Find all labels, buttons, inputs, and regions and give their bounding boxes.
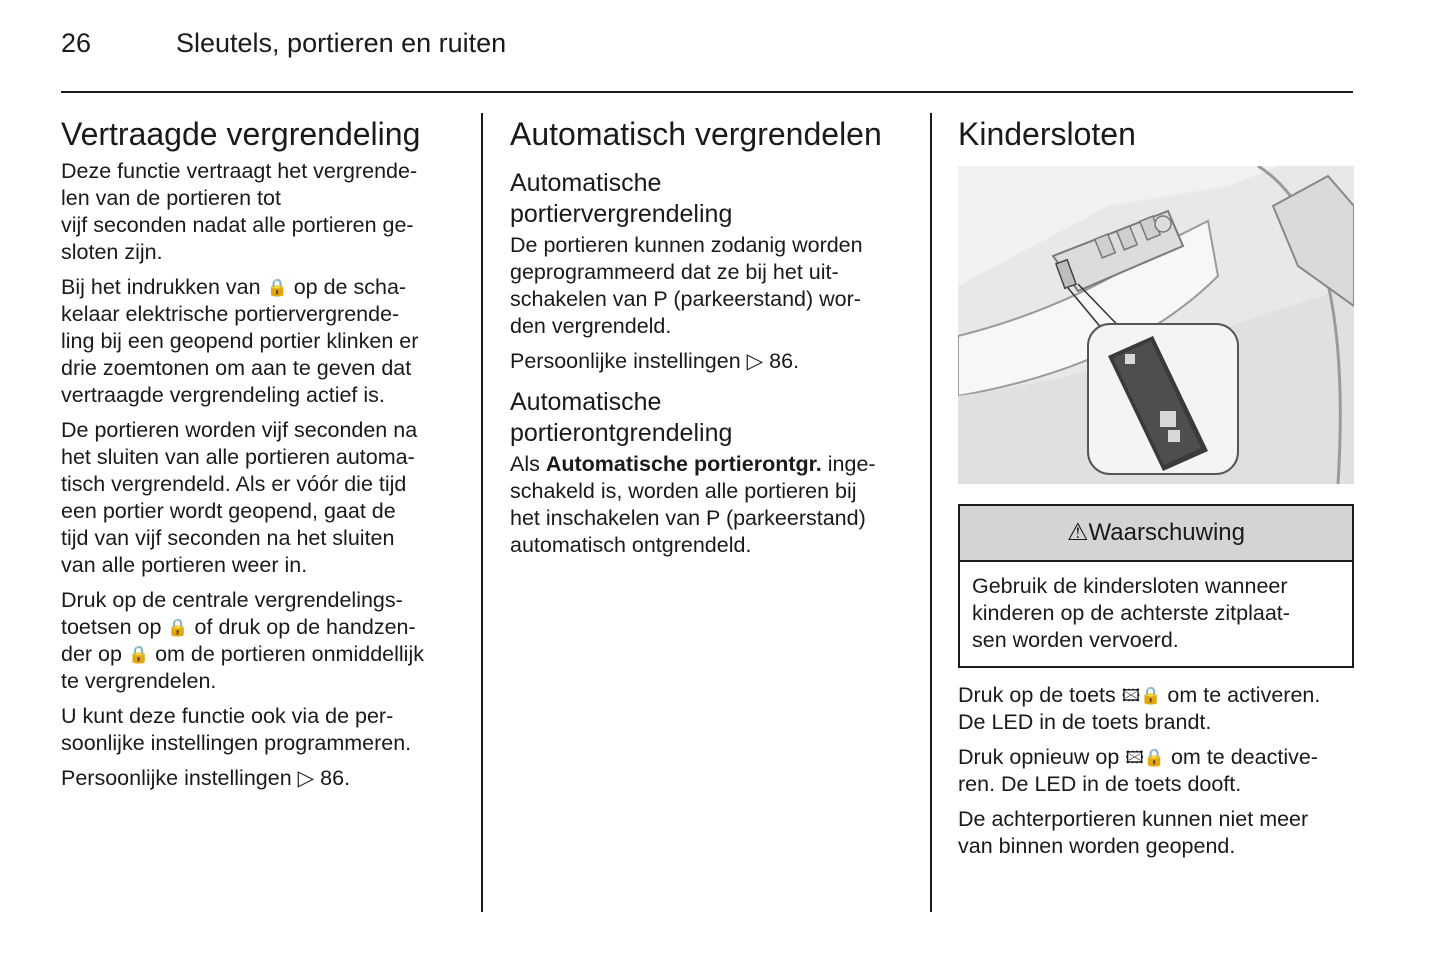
column-child-locks bbox=[958, 112, 1358, 868]
child-lock-icon: 🖾🔒 bbox=[1121, 686, 1162, 705]
paragraph: Bij het indrukken van 🔒 op de scha- kelaar elektrische portiervergrende- ling bij een geopend portier klinken er drie zoemtonen om aan te geven dat vertraagde vergrendeling actief is. bbox=[61, 275, 419, 407]
subsection-title: Automatische portiervergrendeling bbox=[510, 169, 733, 228]
page-header bbox=[61, 28, 1353, 68]
door-switch-illustration bbox=[958, 166, 1354, 484]
subsection-title: Automatische portierontgrendeling bbox=[510, 388, 733, 447]
page-number: 26 bbox=[61, 28, 92, 58]
column-divider-2 bbox=[930, 113, 932, 912]
reference-arrow-icon: ▷ bbox=[746, 349, 764, 373]
lock-icon: 🔒 bbox=[266, 278, 288, 297]
warning-text: Gebruik de kindersloten wanneer kinderen op de achterste zitplaat- sen worden vervoerd. bbox=[972, 574, 1290, 652]
reference-arrow-icon: ▷ bbox=[297, 766, 315, 790]
paragraph: De portieren kunnen zodanig worden geprogrammeerd dat ze bij het uit- schakelen van P (parkeerstand) wor- den vergrendeld. bbox=[510, 233, 863, 338]
header-rule bbox=[61, 91, 1353, 93]
warning-header bbox=[960, 506, 1352, 562]
lock-icon: 🔒 bbox=[167, 618, 189, 637]
paragraph: U kunt deze functie ook via de per- soonlijke instellingen programmeren. bbox=[61, 704, 412, 755]
warning-box bbox=[958, 504, 1354, 668]
paragraph: Druk op de toets 🖾🔒 om te activeren. De LED in de toets brandt. bbox=[958, 683, 1321, 734]
door-panel-drawing bbox=[958, 166, 1354, 484]
page-reference-link[interactable]: 86. bbox=[769, 349, 800, 373]
paragraph: Deze functie vertraagt het vergrende- len van de portieren tot vijf seconden nadat alle portieren ge- sloten zijn. bbox=[61, 159, 418, 264]
warning-title: Waarschuwing bbox=[1088, 519, 1246, 546]
column-divider-1 bbox=[481, 113, 483, 912]
paragraph: De portieren worden vijf seconden na het sluiten van alle portieren automa- tisch vergrendeld. Als er vóór die tijd een portier wordt geopend, gaat de tijd van vijf seconden na het sluiten van alle portieren weer in. bbox=[61, 418, 418, 577]
paragraph: De achterportieren kunnen niet meer van binnen worden geopend. bbox=[958, 807, 1309, 858]
paragraph: Druk op de centrale vergrendelings- toetsen op 🔒 of druk op de handzen- der op 🔒 om de portieren onmiddellijk te vergrendelen. bbox=[61, 588, 424, 693]
lock-icon: 🔒 bbox=[127, 645, 150, 664]
section-title-delayed-locking: Vertraagde vergrendeling bbox=[61, 116, 421, 152]
child-lock-icon: 🖾🔒 bbox=[1125, 748, 1165, 767]
page-reference-link[interactable]: 86. bbox=[320, 766, 351, 790]
section-title-child-locks: Kindersloten bbox=[958, 116, 1136, 152]
paragraph: Persoonlijke instellingen ▷ 86. bbox=[510, 349, 800, 373]
paragraph: Druk opnieuw op 🖾🔒 om te deactive- ren. De LED in de toets dooft. bbox=[958, 745, 1318, 796]
section-title-automatic-locking: Automatisch vergrendelen bbox=[510, 116, 882, 152]
column-automatic-locking bbox=[510, 112, 915, 567]
column-delayed-locking bbox=[61, 112, 466, 800]
chapter-title: Sleutels, portieren en ruiten bbox=[176, 28, 507, 58]
paragraph: Persoonlijke instellingen ▷ 86. bbox=[61, 766, 351, 790]
paragraph: Als Automatische portierontgr. inge- schakeld is, worden alle portieren bij het inschakelen van P (parkeerstand) automatisch ontgrendeld. bbox=[510, 452, 876, 557]
warning-triangle-icon: ⚠ bbox=[1066, 519, 1089, 546]
